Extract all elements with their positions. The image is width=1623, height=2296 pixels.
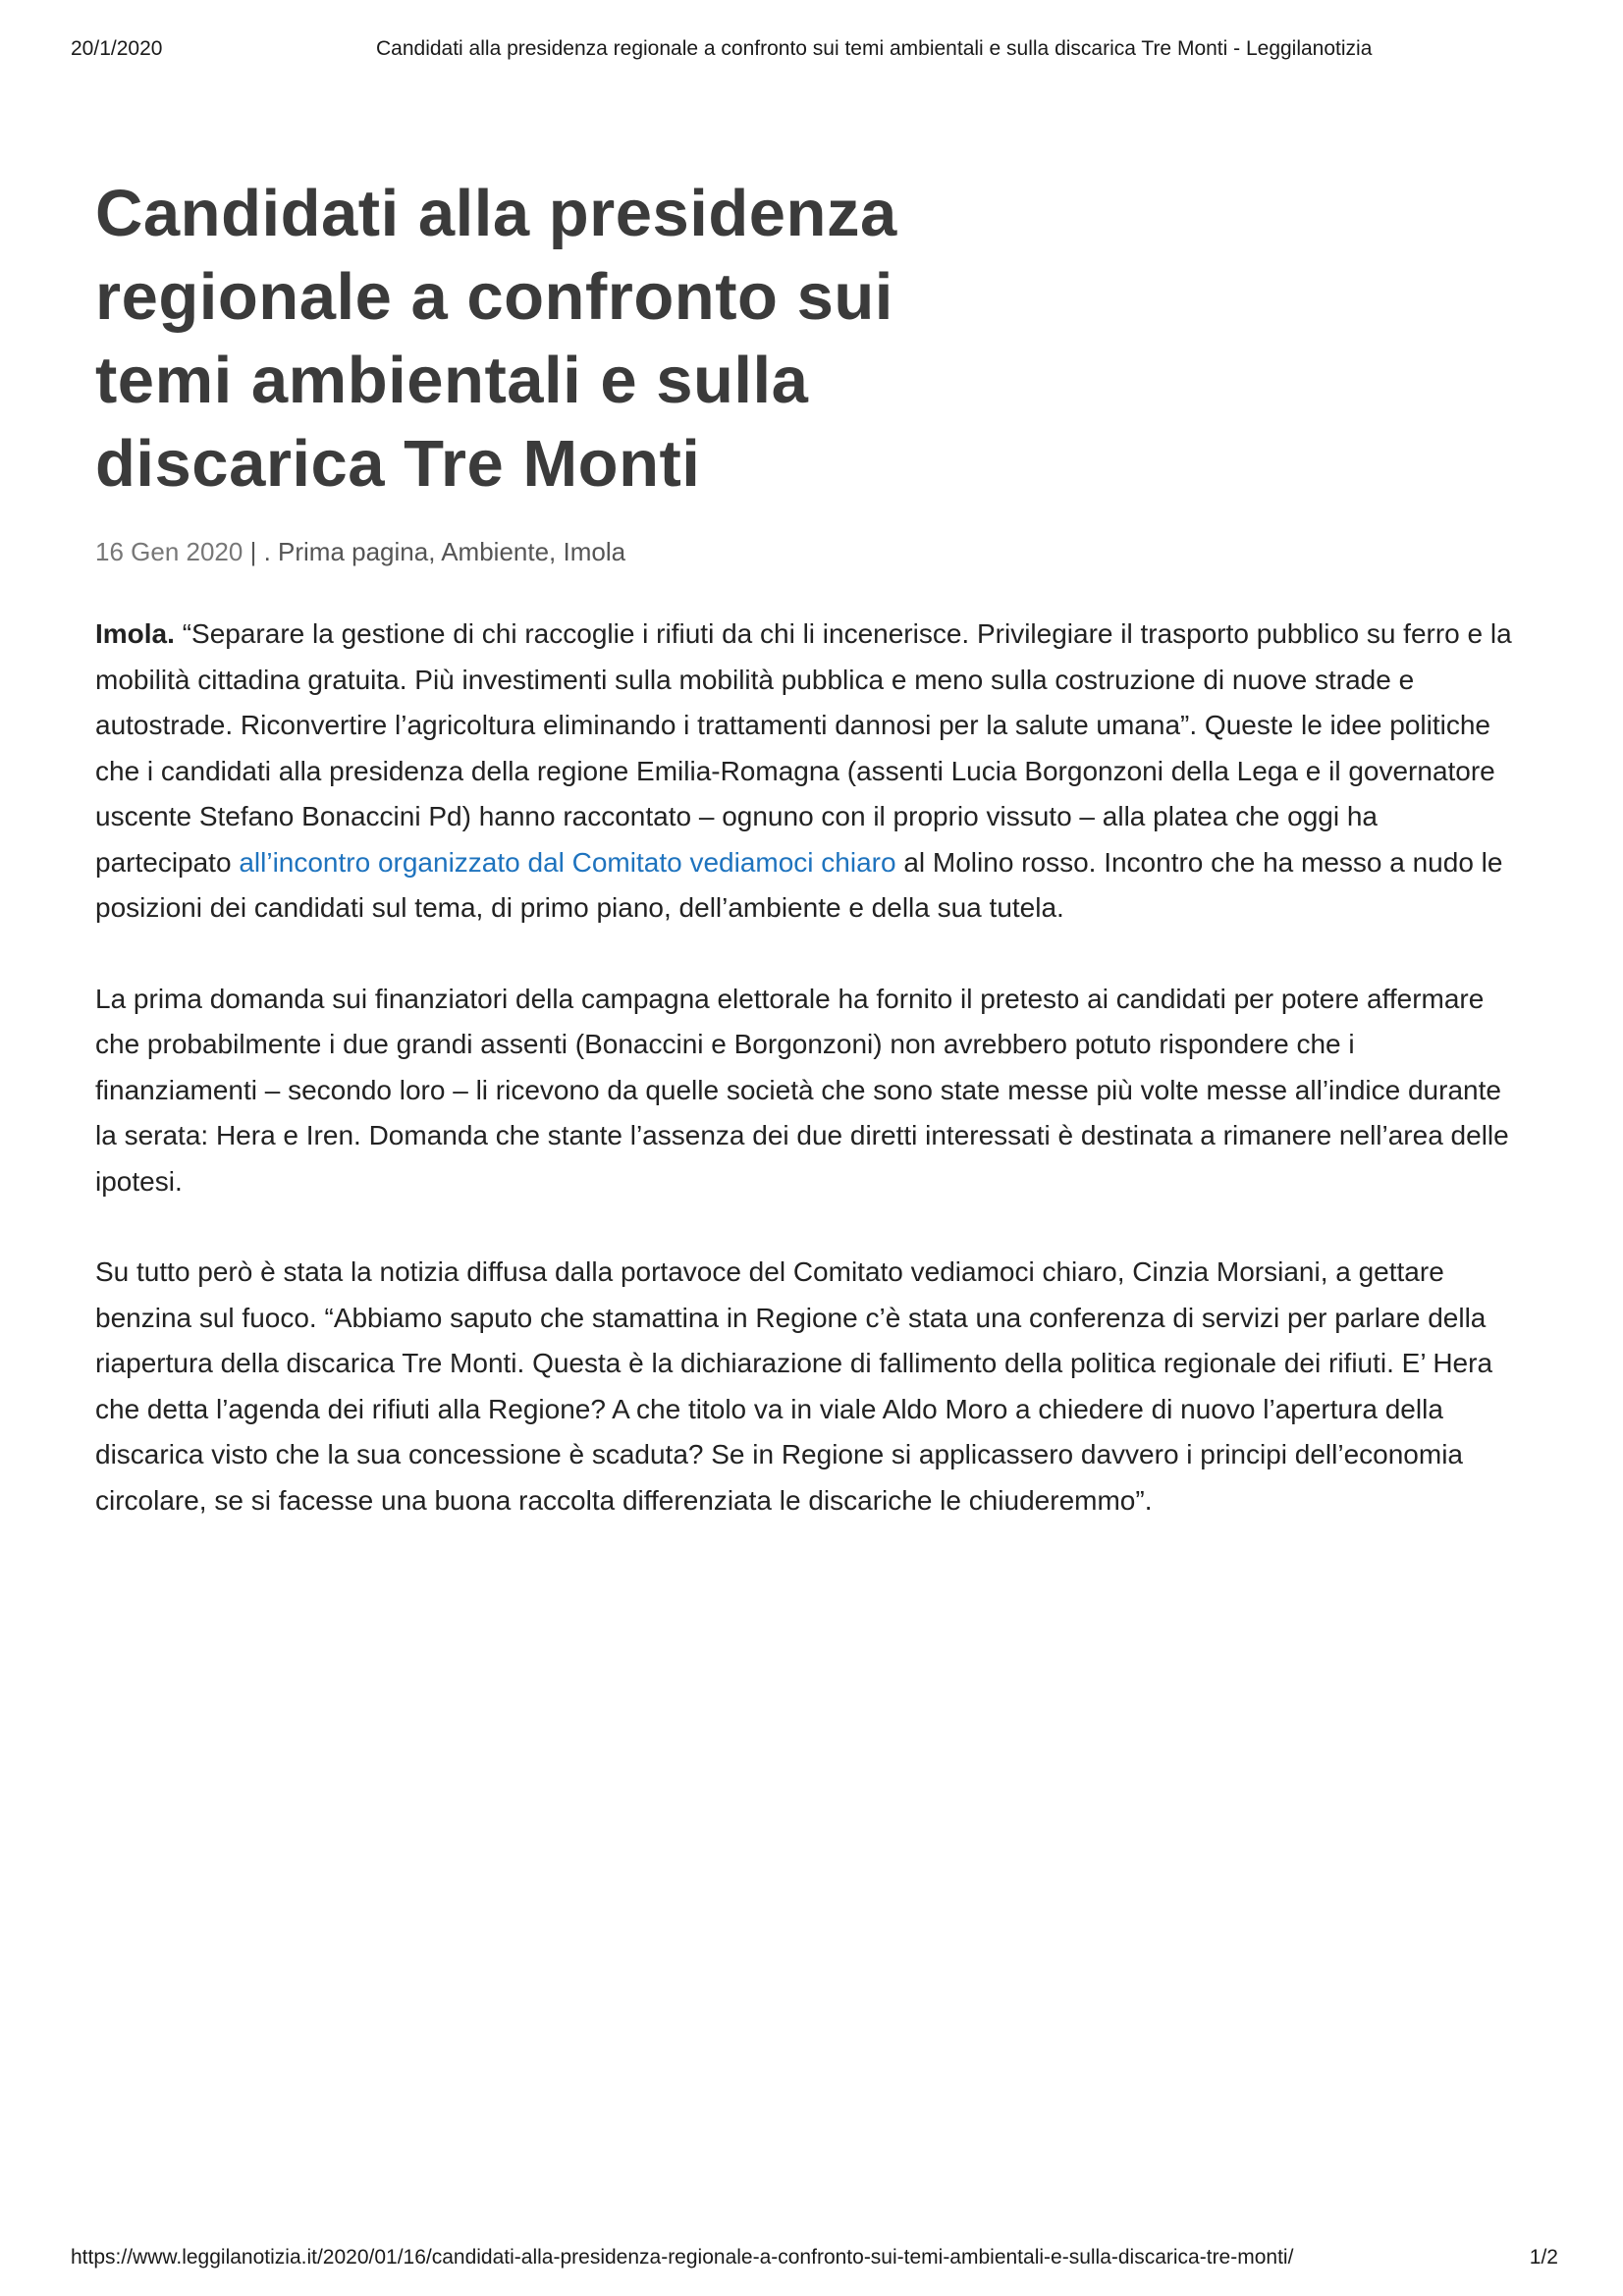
article-meta [95,537,1519,567]
paragraph-1-text-a: “Separare la gestione di chi raccoglie i rifiuti da chi li incenerisce. Privilegiare il trasporto pubblico su ferro e la mobilità cittadina gratuita. Più investimenti sulla mobilità pubblica e meno sulla costruzione di nuove strade e autostrade. Riconvertire l’agricoltura eliminando i trattamenti dannosi per la salute umana”. Queste le idee politiche che i candidati alla presidenza della regione Emilia-Romagna (assenti Lucia Borgonzoni della Lega e il governatore uscente Stefano Bonaccini Pd) hanno raccontato – ognuno con il proprio vissuto – alla platea che oggi ha partecipato [95,618,1512,878]
page-number: 1/2 [1529,2246,1558,2269]
dateline: Imola. [95,618,175,649]
paragraph-1 [95,612,1519,932]
print-document-title: Candidati alla presidenza regionale a confronto sui temi ambientali e sulla discarica Tre Monti - Leggilanotizia [376,37,1373,60]
paragraph-1-text-b: al Molino rosso. Incontro che ha messo a nudo le posizioni dei candidati sul tema, di primo piano, dell’ambiente e della sua tutela. [95,846,1503,923]
paragraph-2: La prima domanda sui finanziatori della campagna elettorale ha fornito il pretesto ai candidati per potere affermare che probabilmente i due grandi assenti (Bonaccini e Borgonzoni) non avrebbero potuto rispondere che i finanziamenti – secondo loro – li ricevono da quelle società che sono state messe più volte messe all’indice durante la serata: Hera e Iren. Domanda che stante l’assenza dei due diretti interessati è destinata a rimanere nell’area delle ipotesi. [95,983,1509,1197]
article-date: 16 Gen 2020 [95,537,243,566]
paragraph-3: Su tutto però è stata la notizia diffusa dalla portavoce del Comitato vediamoci chiaro, Cinzia Morsiani, a gettare benzina sul fuoco. “Abbiamo saputo che stamattina in Regione c’è stata una conferenza di servizi per parlare della riapertura della discarica Tre Monti. Questa è la dichiarazione di fallimento della politica regionale dei rifiuti. E’ Hera che detta l’agenda dei rifiuti alla Regione? A che titolo va in viale Aldo Moro a chiedere di nuovo l’apertura della discarica visto che la sua concessione è scaduta? Se in Regione si applicassero davvero i principi dell’economia circolare, se si facesse una buona raccolta differenziata le discariche le chiuderemmo”. [95,1256,1493,1516]
article-title: Candidati alla presidenza regionale a confronto sui temi ambientali e sulla discarica Tre Monti [95,177,897,501]
article [95,172,1519,1569]
meta-separator: | [243,537,264,566]
print-footer [0,2246,1623,2275]
article-categories[interactable]: . Prima pagina, Ambiente, Imola [263,537,626,566]
print-header [0,37,1623,67]
print-date: 20/1/2020 [71,37,163,60]
article-body [95,612,1519,1523]
print-url: https://www.leggilanotizia.it/2020/01/16/candidati-alla-presidenza-regionale-a-confronto-sui-temi-ambientali-e-sulla-discarica-tre-monti/ [71,2246,1294,2269]
incontro-link[interactable]: all’incontro organizzato dal Comitato vediamoci chiaro [239,846,896,878]
